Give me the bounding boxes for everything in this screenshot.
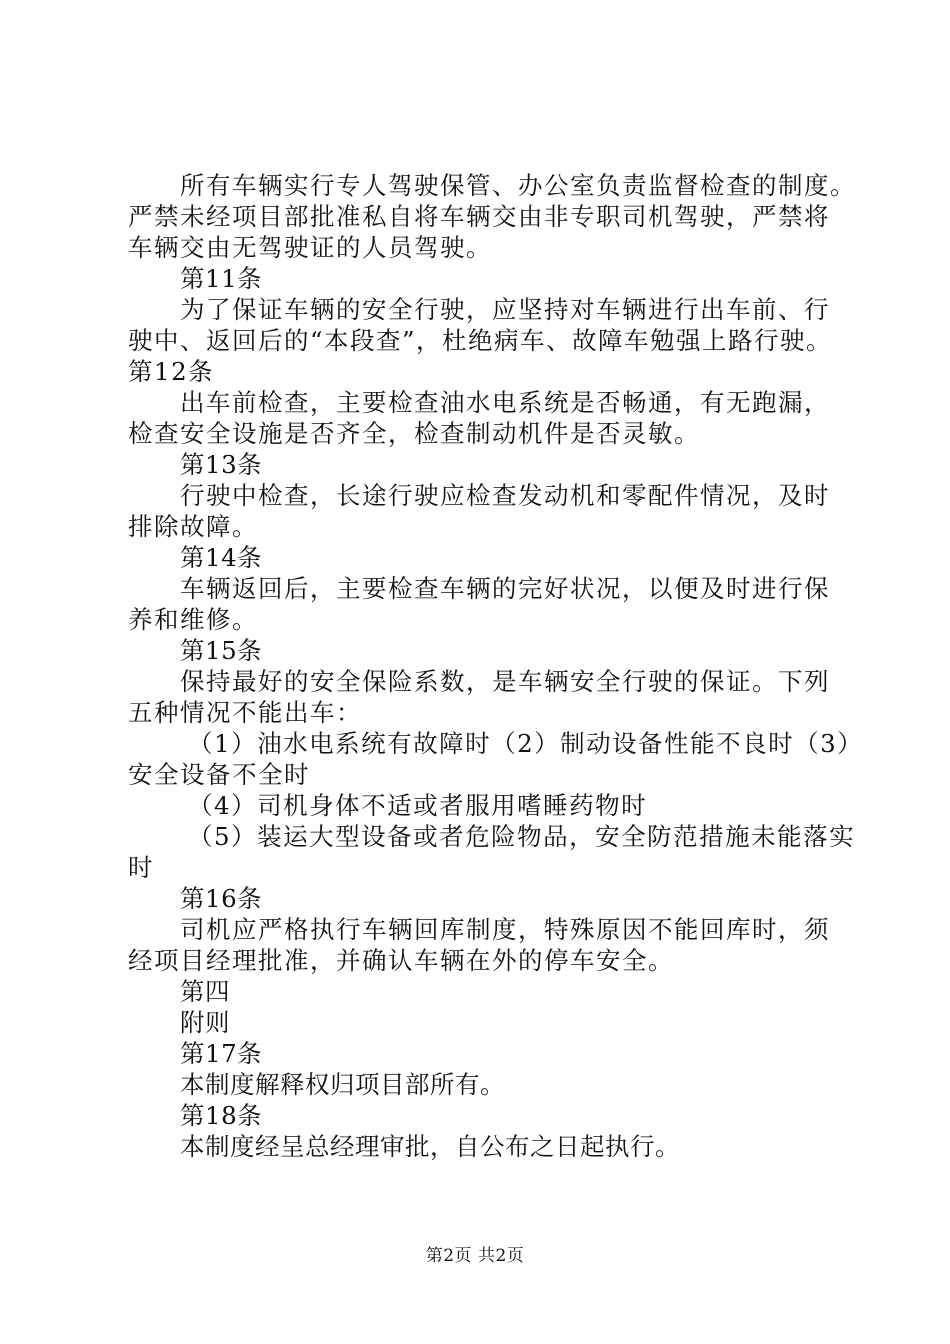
text-line: 保持最好的安全保险系数，是车辆安全行驶的保证。下列 bbox=[180, 667, 830, 696]
text-line: （5）装运大型设备或者危险物品，安全防范措施未能落实 bbox=[188, 822, 856, 851]
text-line: 司机应严格执行车辆回库制度，特殊原因不能回库时，须 bbox=[180, 915, 830, 944]
text-line: 车辆交由无驾驶证的人员驾驶。 bbox=[128, 233, 492, 262]
text-line: 五种情况不能出车： bbox=[128, 698, 362, 727]
text-line: 出车前检查，主要检查油水电系统是否畅通，有无跑漏， bbox=[180, 388, 830, 417]
text-line: 第18条 bbox=[180, 1101, 263, 1130]
text-line: 车辆返回后，主要检查车辆的完好状况，以便及时进行保 bbox=[180, 574, 830, 603]
page-footer: 第2页 共2页 bbox=[425, 1246, 525, 1266]
text-line: 检查安全设施是否齐全，检查制动机件是否灵敏。 bbox=[128, 419, 700, 448]
document-body bbox=[128, 170, 864, 1162]
text-line: 第11条 bbox=[180, 264, 263, 293]
text-line: 安全设备不全时 bbox=[128, 760, 310, 789]
text-line: 养和维修。 bbox=[128, 605, 258, 634]
text-line: 排除故障。 bbox=[128, 512, 258, 541]
text-line: 驶中、返回后的“本段查”，杜绝病车、故障车勉强上路行驶。 bbox=[128, 326, 833, 355]
text-line: 第16条 bbox=[180, 884, 263, 913]
text-line: 所有车辆实行专人驾驶保管、办公室负责监督检查的制度。 bbox=[180, 171, 856, 200]
text-line: 第12条 bbox=[128, 357, 215, 386]
text-line: 本制度经呈总经理审批，自公布之日起执行。 bbox=[180, 1132, 680, 1161]
text-line: 第15条 bbox=[180, 636, 263, 665]
text-line: 第14条 bbox=[180, 543, 263, 572]
text-line: 附则 bbox=[180, 1008, 230, 1037]
text-line: 本制度解释权归项目部所有。 bbox=[180, 1070, 505, 1099]
text-line: 时 bbox=[128, 853, 154, 882]
text-line: 第四 bbox=[180, 977, 230, 1006]
text-line: （4）司机身体不适或者服用嗜睡药物时 bbox=[188, 791, 648, 820]
text-line: 经项目经理批准，并确认车辆在外的停车安全。 bbox=[128, 946, 674, 975]
text-line: 第13条 bbox=[180, 450, 263, 479]
text-line: 第17条 bbox=[180, 1039, 263, 1068]
text-line: 为了保证车辆的安全行驶，应坚持对车辆进行出车前、行 bbox=[180, 295, 830, 324]
text-line: （1）油水电系统有故障时（2）制动设备性能不良时（3） bbox=[188, 729, 864, 758]
text-line: 严禁未经项目部批准私自将车辆交由非专职司机驾驶，严禁将 bbox=[128, 202, 830, 231]
text-line: 行驶中检查，长途行驶应检查发动机和零配件情况，及时 bbox=[180, 481, 830, 510]
